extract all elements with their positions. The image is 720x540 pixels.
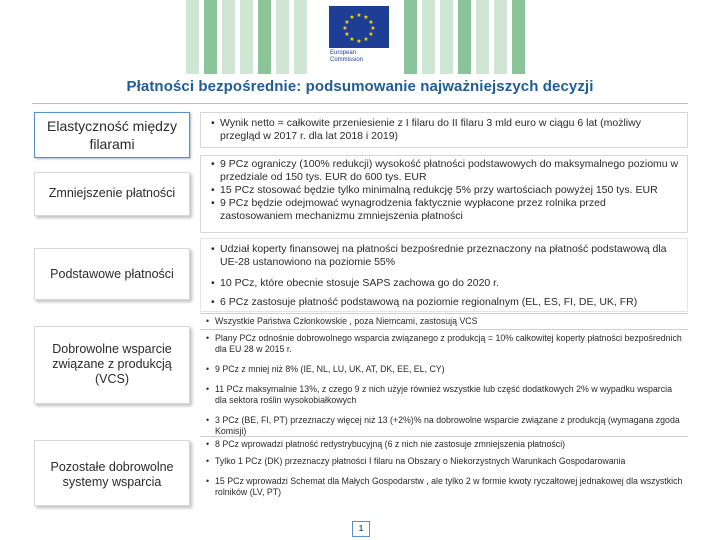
label-flexibility: Elastyczność między filarami [34, 112, 190, 158]
list-item: • Plany PCz odnośnie dobrowolnego wsparcia związanego z produkcją = 10% całkowitej koperty płatności bezpośrednich dla EU 28 w 2015 r. [206, 333, 684, 355]
list-item: • 10 PCz, które obecnie stosuje SAPS zachowa go do 2020 r. [211, 277, 681, 290]
list-item: • Udział koperty finansowej na płatności bezpośrednie przeznaczony na płatność podstawową dla UE-28 ustanowiono na poziomie 55% [211, 243, 681, 269]
divider [200, 329, 688, 330]
svg-text:★: ★ [342, 25, 348, 32]
panel-vcs [206, 333, 684, 437]
page-title: Płatności bezpośrednie: podsumowanie najważniejszych decyzji [126, 78, 594, 95]
panel-payment-reduction [200, 155, 688, 233]
decor-stripe [186, 0, 199, 74]
label-vcs: Dobrowolne wsparcie związane z produkcją (VCS) [52, 342, 172, 386]
divider [200, 436, 688, 437]
list-item: • Tylko 1 PCz (DK) przeznaczy płatności I filaru na Obszary o Niekorzystnych Warunkach Gospodarowania [206, 456, 684, 467]
decor-stripe [440, 0, 453, 74]
svg-text:★: ★ [344, 31, 350, 38]
list-item: • 15 PCz stosować będzie tylko minimalną redukcję 5% przy wartościach powyżej 150 tys. EUR [211, 184, 681, 197]
decor-stripe [276, 0, 289, 74]
svg-text:★: ★ [356, 38, 362, 45]
page-number: 1 [352, 521, 370, 537]
decor-stripe [294, 0, 307, 74]
list-item: • 6 PCz zastosuje płatność podstawową na poziomie regionalnym (EL, ES, FI, DE, UK, FR) [211, 296, 681, 309]
decor-stripe [222, 0, 235, 74]
panel-basic-payments [200, 238, 688, 312]
list-item: • 9 PCz będzie odejmować wynagrodzenia faktycznie wypłacone przez rolnika przed zastosowaniem mechanizmu zmniejszenia płatności [211, 197, 681, 223]
svg-text:★: ★ [344, 19, 350, 26]
header-band [0, 0, 720, 74]
logo-text-line2: Commission [330, 57, 364, 63]
label-other-schemes: Pozostałe dobrowolne systemy wsparcia [50, 460, 174, 489]
logo-text-line1: European [330, 50, 357, 56]
panel-other-schemes [206, 439, 684, 498]
svg-text:★: ★ [368, 19, 374, 26]
svg-text:★: ★ [363, 14, 369, 21]
decor-stripe [512, 0, 525, 74]
decor-stripe [476, 0, 489, 74]
eu-flag-icon [329, 6, 389, 48]
svg-text:★: ★ [349, 36, 355, 43]
svg-text:★: ★ [349, 14, 355, 21]
svg-text:★: ★ [363, 36, 369, 43]
decor-stripe [258, 0, 271, 74]
label-payment-reduction: Zmniejszenie płatności [48, 186, 176, 200]
divider [200, 313, 688, 314]
svg-text:★: ★ [370, 25, 376, 32]
svg-text:★: ★ [356, 12, 362, 19]
decor-stripe [404, 0, 417, 74]
list-item: • 15 PCz wprowadzi Schemat dla Małych Gospodarstw , ale tylko 2 w formie kwoty ryczałtowej jednakowej dla wszystkich rolników (LV, PT) [206, 476, 684, 498]
decor-stripe [494, 0, 507, 74]
svg-text:★: ★ [368, 31, 374, 38]
title-divider [32, 103, 688, 104]
list-item: • 8 PCz wprowadzi płatność redystrybucyjną (6 z nich nie zastosuje zmniejszenia płatności) [206, 439, 684, 450]
list-item: • Wynik netto = całkowite przeniesienie z I filaru do II filaru 3 mld euro w ciągu 6 lat (możliwy przegląd w 2017 r. dla lat 2018 i 2019) [211, 117, 681, 143]
eu-commission-logo [326, 6, 392, 72]
list-item: • 3 PCz (BE, FI, PT) przeznaczy więcej niż 13 (+2%)% na dobrowolne wsparcie związane z produkcją (wymagana zgoda Komisji) [206, 415, 684, 437]
decor-stripe [240, 0, 253, 74]
label-basic-payments: Podstawowe płatności [50, 267, 174, 281]
panel-flexibility [200, 112, 688, 148]
list-item: • 9 PCz z mniej niż 8% (IE, NL, LU, UK, AT, DK, EE, EL, CY) [206, 364, 684, 375]
decor-stripe [422, 0, 435, 74]
decor-stripe [458, 0, 471, 74]
list-item: • 11 PCz maksymalnie 13%, z czego 9 z nich użyje również wszystkie lub część dodatkowych 2% w wypadku wsparcia dla sektora roślin wysokobiałkowych [206, 384, 684, 406]
list-item: • Wszystkie Państwa Członkowskie , poza Niemcami, zastosują VCS [206, 316, 684, 327]
decor-stripe [204, 0, 217, 74]
list-item: • 9 PCz ograniczy (100% redukcji) wysokość płatności podstawowych do maksymalnego poziomu w przedziale od 150 tys. EUR do 600 tys. EUR [211, 158, 681, 184]
